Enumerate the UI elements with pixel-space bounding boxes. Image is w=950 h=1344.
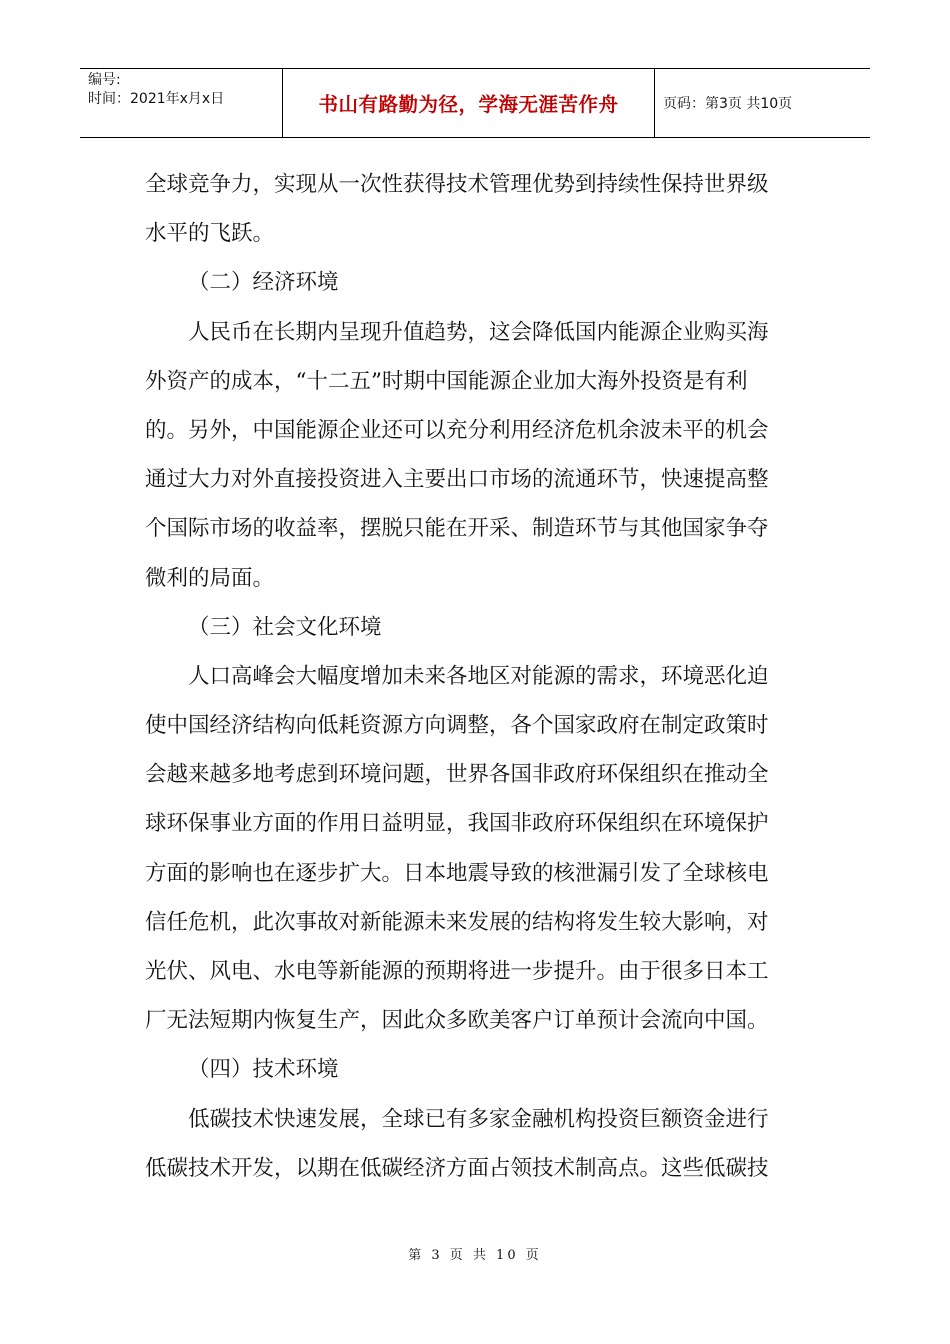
header-meta xyxy=(80,69,283,137)
body-line: 低碳技术开发，以期在低碳经济方面占领技术制高点。这些低碳技 xyxy=(145,1155,769,1181)
body-line: （四）技术环境 xyxy=(188,1057,339,1083)
body-line: 方面的影响也在逐步扩大。日本地震导致的核泄漏引发了全球核电 xyxy=(145,860,769,886)
document-number-label: 编号: xyxy=(88,72,121,88)
body-line: 的。另外，中国能源企业还可以充分利用经济危机余波未平的机会 xyxy=(145,417,769,443)
body-line: 会越来越多地考虑到环境问题，世界各国非政府环保组织在推动全 xyxy=(145,762,769,788)
page-header xyxy=(80,68,870,138)
body-line: 个国际市场的收益率，摆脱只能在开采、制造环节与其他国家争夺 xyxy=(145,516,769,542)
body-line: 人口高峰会大幅度增加未来各地区对能源的需求，环境恶化迫 xyxy=(188,663,769,689)
body-line: 使中国经济结构向低耗资源方向调整，各个国家政府在制定政策时 xyxy=(145,713,769,739)
body-line: 水平的飞跃。 xyxy=(145,221,275,247)
body-line: 外资产的成本，“十二五”时期中国能源企业加大海外投资是有利 xyxy=(145,368,748,394)
body-line: 信任危机，此次事故对新能源未来发展的结构将发生较大影响，对 xyxy=(145,909,769,935)
body-line: 低碳技术快速发展，全球已有多家金融机构投资巨额资金进行 xyxy=(188,1106,769,1132)
document-body xyxy=(145,160,810,1193)
body-line: 球环保事业方面的作用日益明显，我国非政府环保组织在环境保护 xyxy=(145,811,769,837)
body-line: （二）经济环境 xyxy=(188,270,339,296)
body-line: 人民币在长期内呈现升值趋势，这会降低国内能源企业购买海 xyxy=(188,319,769,345)
body-line: 厂无法短期内恢复生产，因此众多欧美客户订单预计会流向中国。 xyxy=(145,1008,769,1034)
document-time-label: 时间：2021年x月x日 xyxy=(88,91,225,107)
body-line: 光伏、风电、水电等新能源的预期将进一步提升。由于很多日本工 xyxy=(145,959,769,984)
body-line: 通过大力对外直接投资进入主要出口市场的流通环节，快速提高整 xyxy=(145,467,769,493)
body-line: 微利的局面。 xyxy=(145,565,275,591)
header-page-info: 页码：第3页 共10页 xyxy=(663,96,793,112)
header-motto: 书山有路勤为径，学海无涯苦作舟 xyxy=(283,69,655,137)
page-footer: 第 3 页 共 10 页 xyxy=(408,1248,542,1263)
body-line: （三）社会文化环境 xyxy=(188,614,382,640)
body-line: 全球竞争力，实现从一次性获得技术管理优势到持续性保持世界级 xyxy=(145,172,769,197)
